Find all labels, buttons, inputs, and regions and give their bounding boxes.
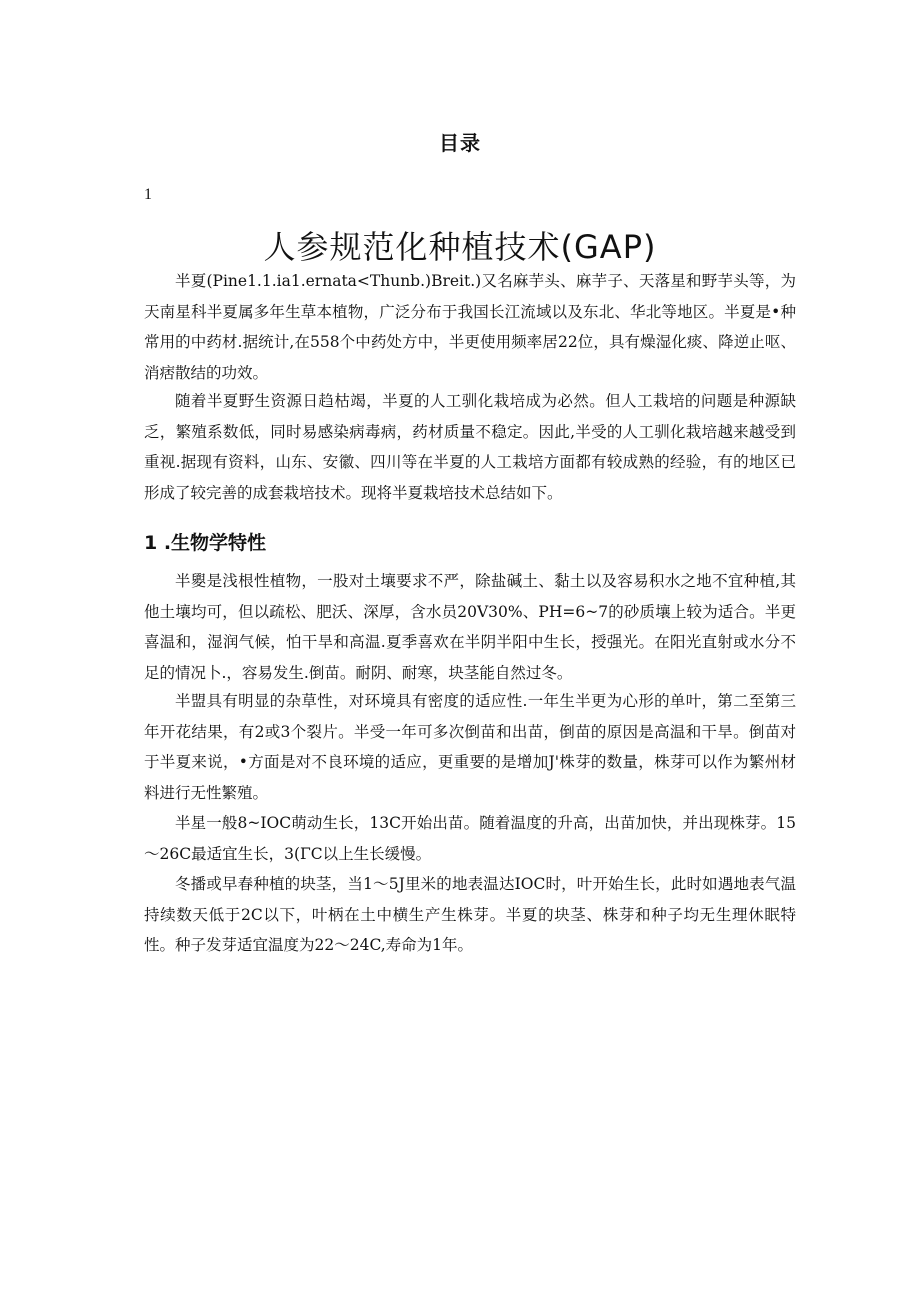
intro-paragraph-2: 随着半夏野生资源日趋枯竭，半夏的人工驯化栽培成为必然。但人工栽培的问题是种源缺乏，繁殖系数低，同时易感染病毒病，药材质量不稳定。因此,半受的人工驯化栽培越来越受到重视.据现有资料，山东、安徽、四川等在半夏的人工栽培方面都有较成熟的经验，有的地区已形成了较完善的成套栽培技术。现将半夏栽培技术总结如下。 <box>144 392 796 502</box>
toc-title: 目录 <box>439 131 481 155</box>
page-number: 1 <box>144 186 152 203</box>
intro-paragraph-1: 半夏(Pine1.1.ia1.ernata<Thunb.)Breit.)又名麻芋头、麻芋子、天落星和野芋头等，为天南星科半夏属多年生草本植物，广泛分布于我国长江流域以及东北、华北等地区。半夏是•种常用的中药材.据统计,在558个中药处方中，半更使用频率居22位，具有燥湿化痰、降逆止呕、消痞散结的功效。 <box>144 272 796 382</box>
section-paragraph-2: 半盟具有明显的杂草性，对环境具有密度的适应性.一年生半更为心形的单叶，第二至第三年开花结果，有2或3个裂片。半受一年可多次倒苗和出苗，倒苗的原因是高温和干旱。倒苗对于半夏来说，•方面是对不良环境的适应，更重要的是增加J'株芽的数量，株芽可以作为繁州材料进行无性繁殖。 <box>144 692 796 802</box>
main-title: 人参规范化种植技术(GAP) <box>263 228 657 266</box>
section-heading-biology: 1 .生物学特性 <box>144 532 267 554</box>
section-paragraph-1: 半夓是浅根性植物，一股对土壤要求不严，除盐碱土、黏土以及容易积水之地不宜种植,其他土壤均可，但以疏松、肥沃、深厚，含水员20V30%、PH=6~7的砂质壤上较为适合。半更喜温和，湿润气候，怕干旱和高温.夏季喜欢在半阴半阳中生长，授强光。在阳光直射或水分不足的情况卜.，容易发生.倒苗。耐阴、耐寒，块茎能自然过冬。 <box>144 572 796 682</box>
section-paragraph-3: 半星一般8~IOC萌动生长，13C开始出苗。随着温度的升高，出苗加快，并出现株芽。15～26C最适宜生长，3(ΓC以上生长缓慢。 <box>144 814 796 863</box>
section-paragraph-4: 冬播或早春种植的块茎，当1～5J里米的地表温达IOC时，叶开始生长，此时如遇地表气温持续数天低于2C以下，叶柄在土中横生产生株芽。半夏的块茎、株芽和种子均无生理休眠特性。种子发芽适宜温度为22～24C,寿命为1年。 <box>144 875 796 954</box>
